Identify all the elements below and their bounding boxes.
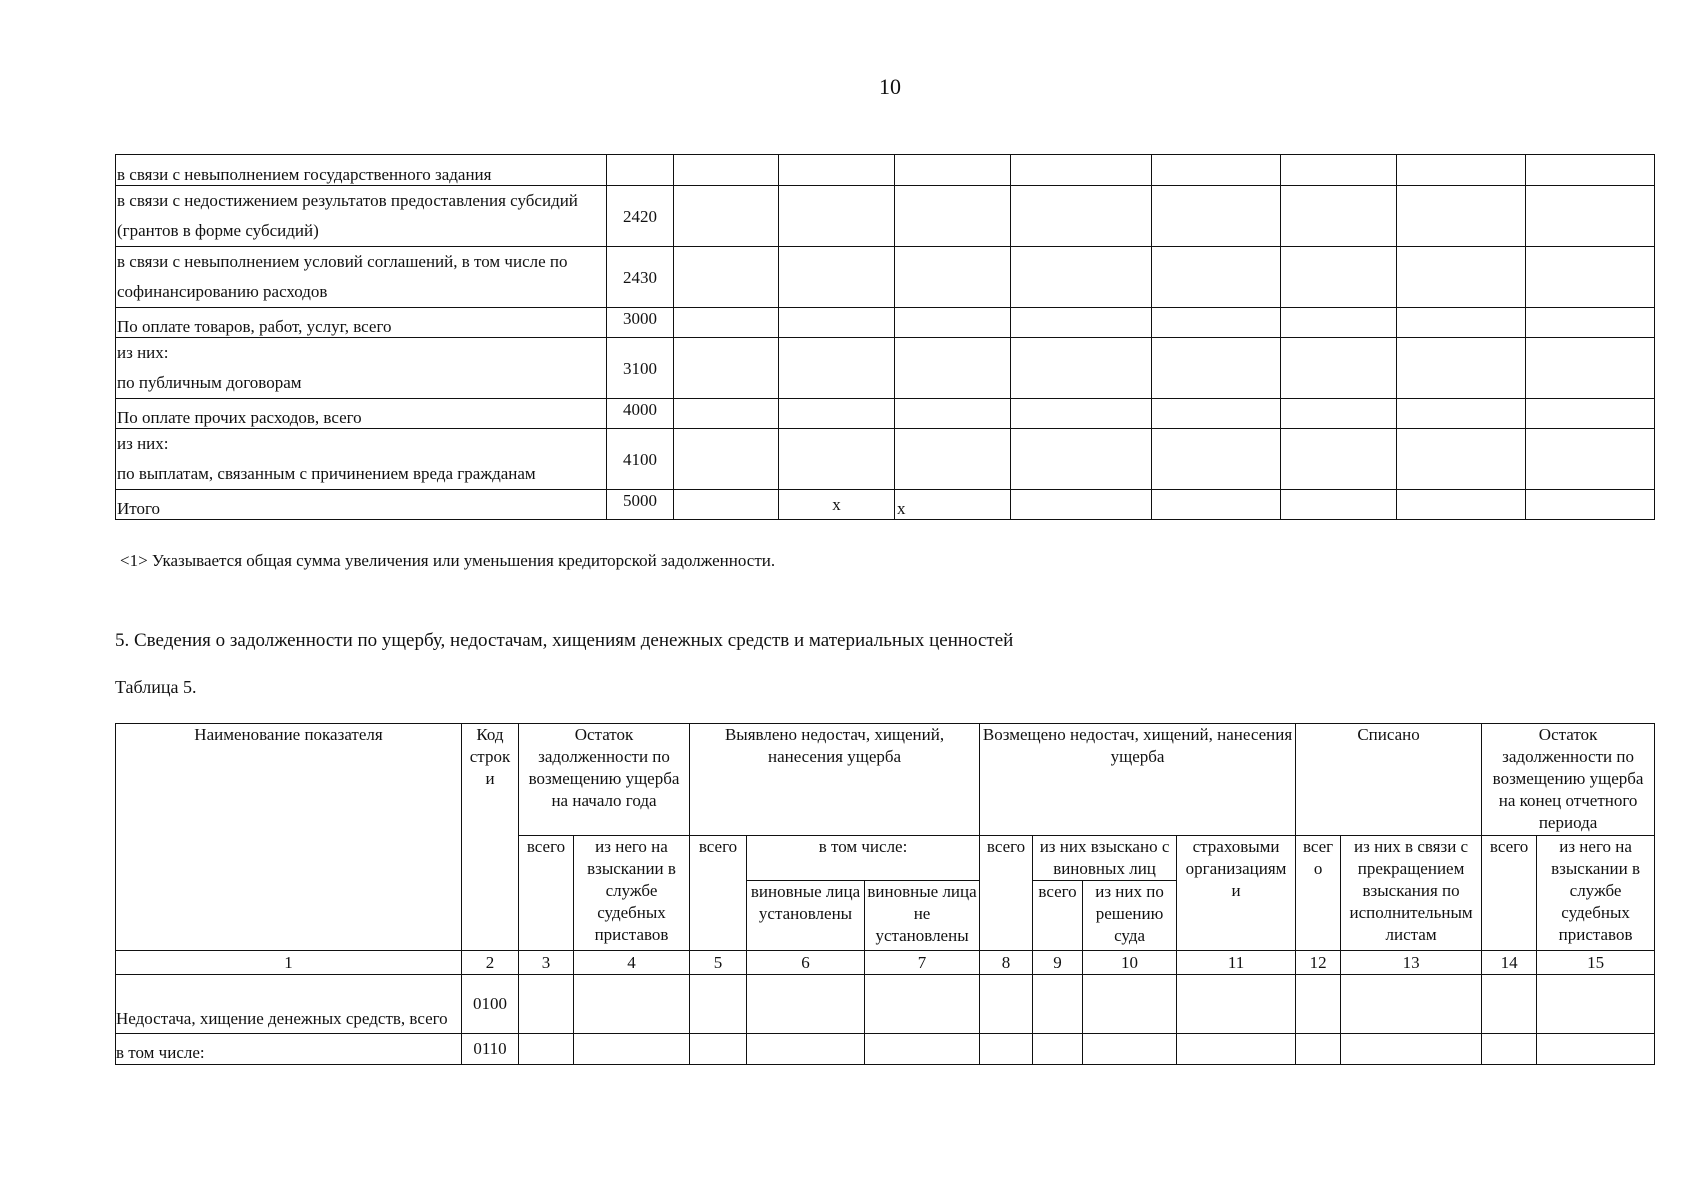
- table-cell: [1537, 975, 1655, 1034]
- table-cell: [1397, 399, 1526, 429]
- table-cell: [1526, 247, 1655, 308]
- header-code: Код строк и: [462, 724, 519, 951]
- table-cell: [1011, 186, 1152, 247]
- row-code: 0100: [462, 975, 519, 1034]
- table-cell: [1011, 399, 1152, 429]
- header-incl: в том числе:: [747, 836, 980, 881]
- table-cell: [1011, 308, 1152, 338]
- table-cell: [1397, 490, 1526, 520]
- table-cell: [674, 186, 779, 247]
- table-cell: [747, 975, 865, 1034]
- table-row: [116, 155, 1655, 186]
- section-title: 5. Сведения о задолженности по ущербу, недостачам, хищениям денежных средств и материальных ценностей: [115, 630, 1014, 651]
- column-number: 2: [462, 951, 519, 975]
- column-number: 13: [1341, 951, 1482, 975]
- column-number: 11: [1177, 951, 1296, 975]
- header-total: всего: [519, 836, 574, 951]
- column-number: 15: [1537, 951, 1655, 975]
- table-cell: [895, 155, 1011, 186]
- table-cell: [1526, 338, 1655, 399]
- row-code: 3000: [607, 308, 674, 338]
- table-row: [116, 308, 1655, 338]
- table-cell: [1341, 975, 1482, 1034]
- row-name: Недостача, хищение денежных средств, всего: [116, 975, 462, 1034]
- table-cell: [1281, 186, 1397, 247]
- row-name: По оплате товаров, работ, услуг, всего: [116, 308, 607, 338]
- table-cell: [865, 1034, 980, 1065]
- table-cell: [1397, 338, 1526, 399]
- table-cell: [1281, 399, 1397, 429]
- damage-debt-table: [115, 723, 1655, 1065]
- row-code: 2430: [607, 247, 674, 308]
- table-row: [116, 490, 1655, 520]
- table-cell: [574, 1034, 690, 1065]
- column-number: 5: [690, 951, 747, 975]
- table-cell: [1177, 1034, 1296, 1065]
- table-cell: [1011, 490, 1152, 520]
- table-cell: [1482, 1034, 1537, 1065]
- row-code: 2420: [607, 186, 674, 247]
- row-name: в связи с невыполнением условий соглашений, в том числе по софинансированию расходов: [116, 247, 607, 308]
- table-cell: [674, 429, 779, 490]
- creditor-debt-table: [115, 154, 1655, 520]
- column-numbers-row: [116, 951, 1655, 975]
- table-cell: [1397, 247, 1526, 308]
- header-writs: из них в связи с прекращением взыскания по исполнительным листам: [1341, 836, 1482, 951]
- row-name: в связи с невыполнением государственного задания: [116, 155, 607, 186]
- table-cell: [1397, 429, 1526, 490]
- header-balance-start: Остаток задолженности по возмещению ущерба на начало года: [519, 724, 690, 836]
- table-cell: [1482, 975, 1537, 1034]
- header-guilty-found: виновные лица установлены: [747, 881, 865, 951]
- header-total: всего: [980, 836, 1033, 951]
- table-cell: [1152, 399, 1281, 429]
- table-cell: [865, 975, 980, 1034]
- header-from-guilty: из них взыскано с виновных лиц: [1033, 836, 1177, 881]
- table-cell: [1296, 975, 1341, 1034]
- table-cell: [674, 247, 779, 308]
- table-cell: [1152, 247, 1281, 308]
- table-cell: [1397, 308, 1526, 338]
- table-cell: [779, 338, 895, 399]
- table-cell: [1397, 186, 1526, 247]
- table-row: [116, 1034, 1655, 1065]
- table-cell: [895, 429, 1011, 490]
- table-cell: [1033, 1034, 1083, 1065]
- table-cell: [895, 338, 1011, 399]
- column-number: 12: [1296, 951, 1341, 975]
- row-name: в связи с недостижением результатов предоставления субсидий (грантов в форме субсидий): [116, 186, 607, 247]
- header-detected: Выявлено недостач, хищений, нанесения ущерба: [690, 724, 980, 836]
- row-code: 0110: [462, 1034, 519, 1065]
- table-cell: [980, 1034, 1033, 1065]
- table-cell: [1152, 338, 1281, 399]
- table-cell: [1152, 155, 1281, 186]
- header-bailiffs: из него на взыскании в службе судебных приставов: [574, 836, 690, 951]
- page-number: 10: [879, 74, 901, 99]
- table-cell: [1526, 490, 1655, 520]
- table-cell: [1152, 429, 1281, 490]
- table-cell: [895, 247, 1011, 308]
- row-code: 4100: [607, 429, 674, 490]
- table-cell: [674, 338, 779, 399]
- table-cell: [895, 308, 1011, 338]
- table-cell: [1033, 975, 1083, 1034]
- header-court: из них по решению суда: [1083, 881, 1177, 951]
- table-cell: [1526, 399, 1655, 429]
- header-compensated: Возмещено недостач, хищений, нанесения ущерба: [980, 724, 1296, 836]
- column-number: 8: [980, 951, 1033, 975]
- table-cell: x: [779, 490, 895, 520]
- table-cell: [690, 975, 747, 1034]
- header-bailiffs: из него на взыскании в службе судебных приставов: [1537, 836, 1655, 951]
- table-cell: [747, 1034, 865, 1065]
- table-cell: [895, 186, 1011, 247]
- header-balance-end: Остаток задолженности по возмещению ущерба на конец отчетного периода: [1482, 724, 1655, 836]
- row-code: [607, 155, 674, 186]
- header-total: всего: [1033, 881, 1083, 951]
- column-number: 9: [1033, 951, 1083, 975]
- row-name: По оплате прочих расходов, всего: [116, 399, 607, 429]
- table-cell: [1281, 247, 1397, 308]
- header-row: [116, 724, 1655, 836]
- row-code: 5000: [607, 490, 674, 520]
- column-number: 6: [747, 951, 865, 975]
- column-number: 14: [1482, 951, 1537, 975]
- table-cell: [674, 490, 779, 520]
- footnote: <1> Указывается общая сумма увеличения или уменьшения кредиторской задолженности.: [120, 551, 776, 570]
- row-code: 3100: [607, 338, 674, 399]
- header-total: всего: [1482, 836, 1537, 951]
- table-cell: [1011, 155, 1152, 186]
- table-cell: [1011, 429, 1152, 490]
- table-cell: [1281, 338, 1397, 399]
- table-cell: [674, 155, 779, 186]
- row-name: из них: по выплатам, связанным с причинением вреда гражданам: [116, 429, 607, 490]
- column-number: 10: [1083, 951, 1177, 975]
- table-cell: [779, 399, 895, 429]
- table-cell: x: [895, 490, 1011, 520]
- row-code: 4000: [607, 399, 674, 429]
- table-cell: [1152, 308, 1281, 338]
- table-cell: [674, 308, 779, 338]
- table-cell: [1397, 155, 1526, 186]
- header-total: всег о: [1296, 836, 1341, 951]
- table-cell: [1083, 1034, 1177, 1065]
- table-cell: [1281, 155, 1397, 186]
- table-cell: [519, 1034, 574, 1065]
- table-cell: [1526, 308, 1655, 338]
- table-cell: [1537, 1034, 1655, 1065]
- row-name: из них: по публичным договорам: [116, 338, 607, 399]
- header-total: всего: [690, 836, 747, 951]
- table-cell: [690, 1034, 747, 1065]
- table-cell: [674, 399, 779, 429]
- table-cell: [1526, 186, 1655, 247]
- table-cell: [779, 308, 895, 338]
- row-name: Итого: [116, 490, 607, 520]
- table-cell: [779, 247, 895, 308]
- table-cell: [519, 975, 574, 1034]
- header-insurers: страховыми организациям и: [1177, 836, 1296, 951]
- table-cell: [1152, 186, 1281, 247]
- table-cell: [1083, 975, 1177, 1034]
- table-cell: [1152, 490, 1281, 520]
- table-cell: [779, 186, 895, 247]
- header-name: Наименование показателя: [116, 724, 462, 951]
- table-cell: [1177, 975, 1296, 1034]
- table-cell: [1281, 429, 1397, 490]
- column-number: 7: [865, 951, 980, 975]
- table-cell: [980, 975, 1033, 1034]
- table-cell: [1296, 1034, 1341, 1065]
- column-number: 1: [116, 951, 462, 975]
- table-cell: [779, 155, 895, 186]
- table-cell: [1281, 490, 1397, 520]
- table-cell: [1281, 308, 1397, 338]
- table-cell: [1011, 338, 1152, 399]
- table-row: [116, 399, 1655, 429]
- table-row: [116, 247, 1655, 308]
- table-cell: [895, 399, 1011, 429]
- table-row: [116, 338, 1655, 399]
- table-row: [116, 429, 1655, 490]
- table-cell: [1526, 155, 1655, 186]
- row-name: в том числе:: [116, 1034, 462, 1065]
- header-guilty-not-found: виновные лица не установлены: [865, 881, 980, 951]
- table-cell: [779, 429, 895, 490]
- table-row: [116, 186, 1655, 247]
- table-cell: [574, 975, 690, 1034]
- table-cell: [1526, 429, 1655, 490]
- table-row: [116, 975, 1655, 1034]
- column-number: 4: [574, 951, 690, 975]
- table-cell: [1011, 247, 1152, 308]
- header-written-off: Списано: [1296, 724, 1482, 836]
- column-number: 3: [519, 951, 574, 975]
- table-cell: [1341, 1034, 1482, 1065]
- table-label: Таблица 5.: [115, 677, 197, 697]
